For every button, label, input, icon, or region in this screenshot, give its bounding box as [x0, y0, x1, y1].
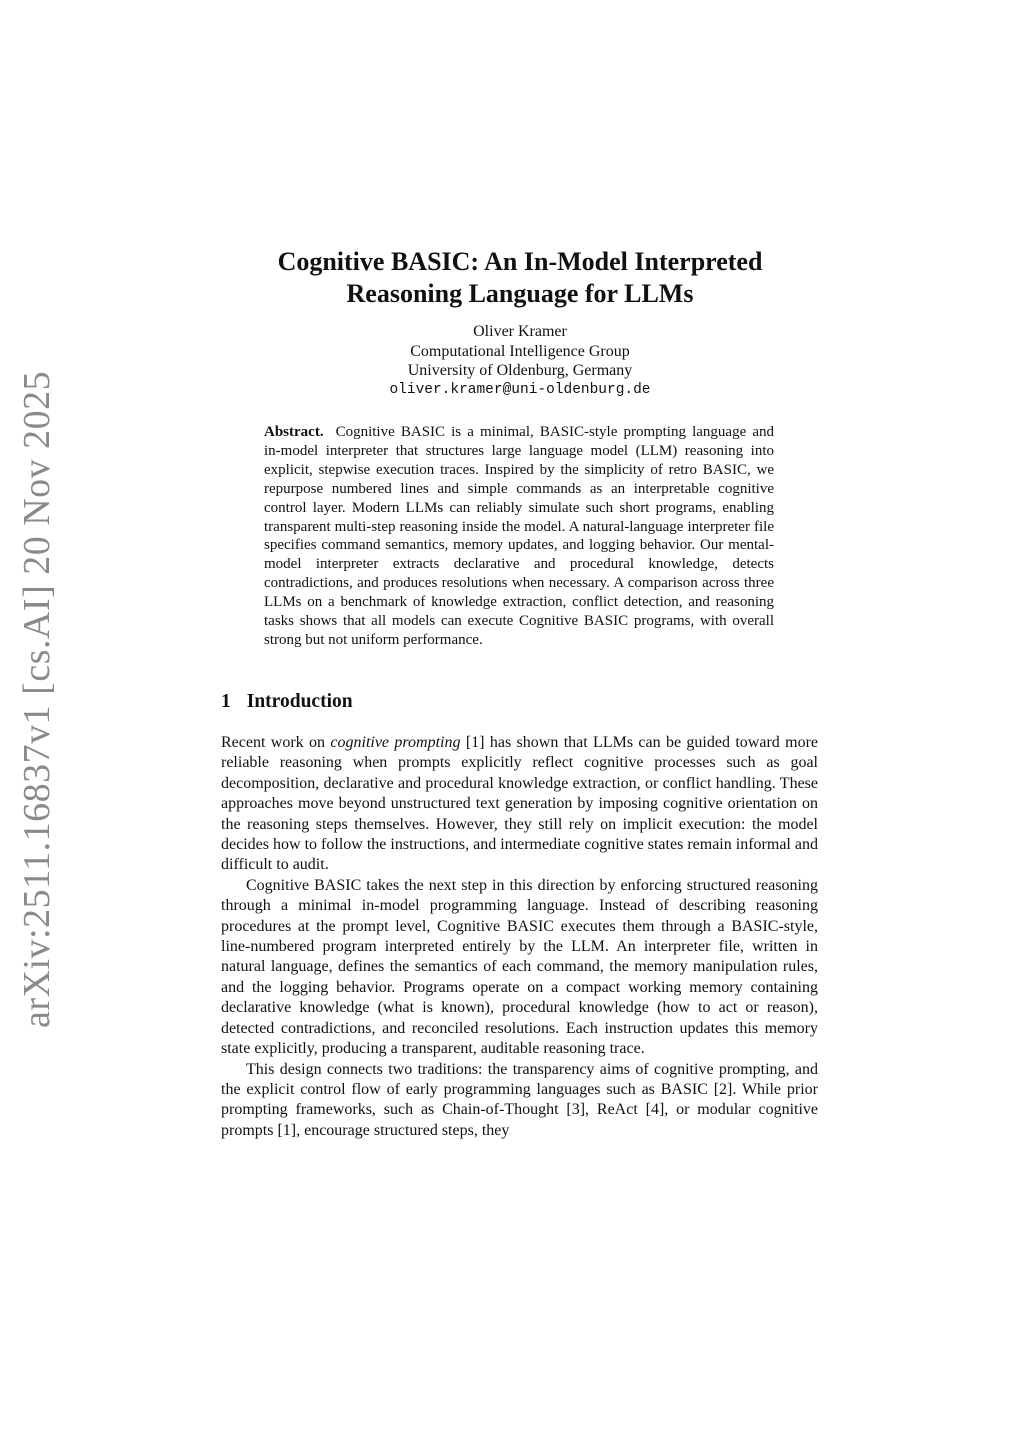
introduction-body — [221, 733, 818, 1141]
intro-p1-rest: [1] has shown that LLMs can be guided toward more reliable reasoning when prompts explicitly reflect cognitive processes such as goal decomposition, declarative and procedural knowledge extraction, or conflict handling. These approaches move beyond unstructured text generation by imposing cognitive orientation on the reasoning steps themselves. However, they still rely on implicit execution: the model decides how to follow the instructions, and intermediate cognitive states remain informal and difficult to audit. — [221, 734, 819, 874]
abstract-label: Abstract. — [264, 424, 324, 440]
intro-p1-emphasis: cognitive prompting — [330, 734, 461, 751]
author-email[interactable]: oliver.kramer@uni-oldenburg.de — [389, 381, 651, 398]
arxiv-identifier: arXiv:2511.16837v1 [cs.AI] 20 Nov 2025 — [16, 370, 58, 1028]
title-line-1: Cognitive BASIC: An In-Model Interpreted — [277, 247, 763, 276]
intro-paragraph-3: This design connects two traditions: the transparency aims of cognitive prompting, and the explicit control flow of early programming languages such as BASIC [2]. While prior prompting frameworks, such as Chain-of-Thought [3], ReAct [4], or modular cognitive prompts [1], encourage structured steps, they — [221, 1060, 818, 1139]
author-block — [270, 322, 770, 400]
abstract — [264, 423, 774, 650]
title-line-2: Reasoning Language for LLMs — [346, 279, 694, 308]
affiliation-group: Computational Intelligence Group — [410, 342, 630, 360]
affiliation-university: University of Oldenburg, Germany — [407, 362, 633, 379]
section-heading-introduction — [221, 690, 353, 714]
intro-paragraph-2: Cognitive BASIC takes the next step in this direction by enforcing structured reasoning through a minimal in-model programming language. Instead of describing reasoning procedures at the prompt level, Cognitive BASIC executes them through a BASIC-style, line-numbered program interpreted entirely by the LLM. An interpreter file, written in natural language, defines the semantics of each command, the memory manipulation rules, and the logging behavior. Programs operate on a compact working memory containing declarative knowledge (what is known), procedural knowledge (how to act or reason), detected contradictions, and reconciled resolutions. Each instruction updates this memory state explicitly, producing a transparent, auditable reasoning trace. — [221, 876, 818, 1058]
section-title: Introduction — [246, 691, 353, 712]
intro-paragraph-1 — [221, 733, 818, 876]
paper-title — [160, 246, 880, 310]
intro-p1-lead: Recent work on — [221, 734, 331, 751]
abstract-text: Cognitive BASIC is a minimal, BASIC-style prompting language and in-model interpreter that structures large language model (LLM) reasoning into explicit, stepwise execution traces. Inspired by the simplicity of retro BASIC, we repurpose numbered lines and simple commands as an interpretable cognitive control layer. Modern LLMs can reliably simulate such short programs, enabling transparent multi-step reasoning inside the model. A natural-language interpreter file specifies command semantics, memory updates, and logging behavior. Our mental-model interpreter extracts declarative and procedural knowledge, detects contradictions, and produces resolutions when necessary. A comparison across three LLMs on a benchmark of knowledge extraction, conflict detection, and reasoning tasks shows that all models can execute Cognitive BASIC programs, with overall strong but not uniform performance. — [264, 424, 774, 648]
section-number: 1 — [221, 691, 231, 712]
author-name: Oliver Kramer — [473, 323, 567, 340]
